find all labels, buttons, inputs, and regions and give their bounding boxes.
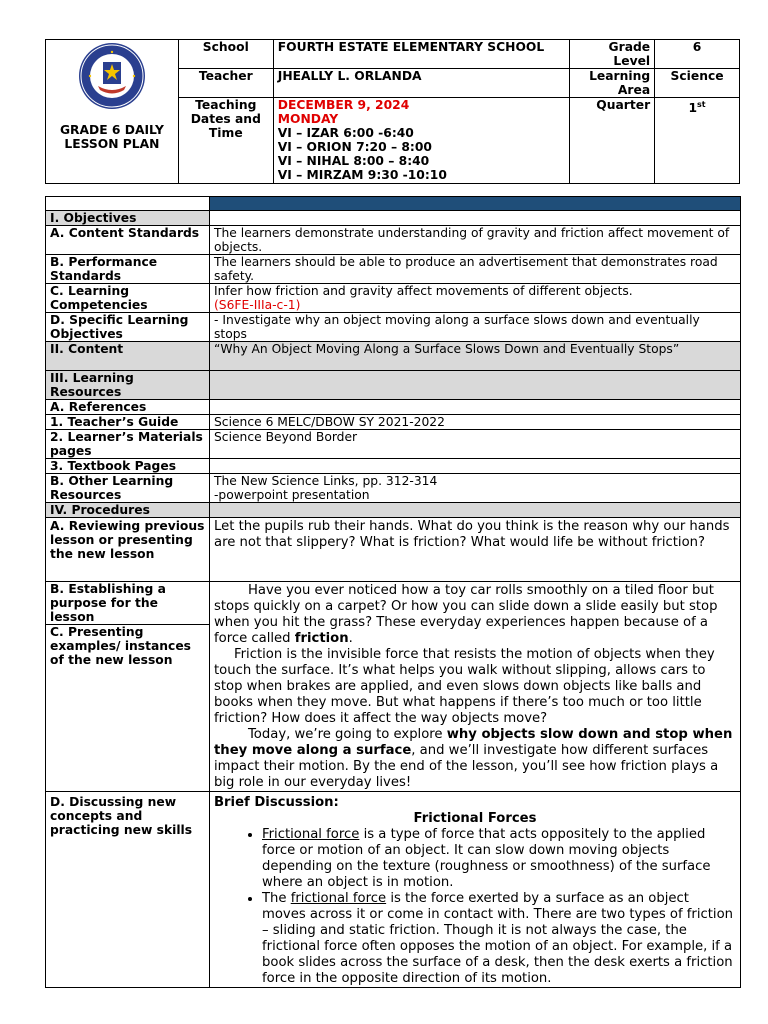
- purpose-label: B. Establishing a purpose for the lesson: [46, 582, 209, 625]
- content-standards-text: The learners demonstrate understanding of gravity and friction affect movement of objects.: [210, 226, 741, 255]
- school-value: FOURTH ESTATE ELEMENTARY SCHOOL: [273, 40, 569, 69]
- teachers-guide-label: 1. Teacher’s Guide: [46, 415, 210, 430]
- table-row: [46, 582, 741, 792]
- teachers-guide-text: Science 6 MELC/DBOW SY 2021-2022: [210, 415, 741, 430]
- competencies-body: Infer how friction and gravity affect movements of different objects.: [214, 284, 633, 298]
- purpose-text: [210, 582, 741, 792]
- specific-objectives-label: D. Specific Learning Objectives: [46, 313, 210, 342]
- purpose-examples-labels: [46, 582, 210, 792]
- table-row: [46, 211, 741, 226]
- learners-materials-text: Science Beyond Border: [210, 430, 741, 459]
- p3-end: , and we’ll investigate how different surfaces impact their motion. By the end of the lesson, you’ll see how friction plays a big role in our everyday lives!: [214, 743, 719, 790]
- day-text: MONDAY: [277, 112, 339, 126]
- table-row: [46, 226, 741, 255]
- table-row: [46, 255, 741, 284]
- specific-objectives-text: - Investigate why an object moving along a surface slows down and eventually stops: [210, 313, 741, 342]
- teacher-value: JHEALLY L. ORLANDA: [273, 69, 569, 98]
- school-label: School: [178, 40, 273, 69]
- frictional-forces-title: Frictional Forces: [413, 811, 537, 826]
- table-row: [46, 371, 741, 400]
- schedule-4: VI – MIRZAM 9:30 -10:10: [277, 168, 447, 182]
- table-row: [46, 792, 741, 988]
- competency-code: (S6FE-IIIa-c-1): [214, 298, 301, 312]
- list-item: [262, 827, 736, 891]
- logo-caption: GRADE 6 DAILY LESSON PLAN: [59, 123, 164, 151]
- table-header-bar: [46, 197, 741, 211]
- content-label: II. Content: [46, 342, 210, 371]
- references-label: A. References: [46, 400, 210, 415]
- textbook-pages-label: 3. Textbook Pages: [46, 459, 210, 474]
- performance-standards-label: B. Performance Standards: [46, 255, 210, 284]
- list-item: [262, 891, 736, 987]
- grade-label: Grade Level: [570, 40, 655, 69]
- quarter-value: [655, 98, 740, 184]
- discuss-text: [210, 792, 741, 988]
- competencies-text: [210, 284, 741, 313]
- grade-value: 6: [655, 40, 740, 69]
- b2-start: The: [262, 891, 291, 906]
- procedures-heading: IV. Procedures: [46, 503, 210, 518]
- date-text: DECEMBER 9, 2024: [277, 98, 410, 112]
- discussion-list: [214, 827, 736, 987]
- b2-underline: frictional force: [290, 891, 387, 906]
- b1-text: is a type of force that acts oppositely to the applied force or motion of an object. It can slow down moving objects depending on the texture (roughness or smoothness) of the surface where an object is in motion.: [262, 827, 711, 890]
- objectives-heading: I. Objectives: [46, 211, 210, 226]
- table-row: [46, 415, 741, 430]
- quarter-number: 1: [688, 101, 698, 116]
- content-text: “Why An Object Moving Along a Surface Slows Down and Eventually Stops”: [210, 342, 741, 371]
- content-standards-label: A. Content Standards: [46, 226, 210, 255]
- table-row: [46, 518, 741, 582]
- table-row: [46, 474, 741, 503]
- competencies-label: C. Learning Competencies: [46, 284, 210, 313]
- header-table: [45, 39, 740, 184]
- other-resources-text: [210, 474, 741, 503]
- dates-value: [273, 98, 569, 184]
- table-row: [46, 400, 741, 415]
- p3-text: Today, we’re going to explore: [248, 727, 447, 742]
- dates-label: Teaching Dates and Time: [178, 98, 273, 184]
- p3-bold: why objects slow down and stop when they move along a surface: [214, 727, 733, 758]
- other-resources-label: B. Other Learning Resources: [46, 474, 210, 503]
- discuss-label: D. Discussing new concepts and practicing new skills: [46, 792, 210, 988]
- b2-text: is the force exerted by a surface as an object moves across it or come in contact with. There are two types of friction – sliding and static friction. Though it is not always the case, the frictional force often opposes the motion of an object. For example, if a book slides across the surface of a desk, then the desk exerts a friction force in the opposite direction of its motion.: [262, 891, 734, 986]
- other-resource-1: The New Science Links, pp. 312-314: [214, 474, 438, 488]
- lesson-plan-table: [45, 196, 741, 988]
- learners-materials-label: 2. Learner’s Materials pages: [46, 430, 210, 459]
- p1-end: .: [348, 631, 353, 646]
- table-row: [46, 430, 741, 459]
- schedule-3: VI – NIHAL 8:00 – 8:40: [277, 154, 430, 168]
- table-row: [46, 503, 741, 518]
- brief-discussion-heading: Brief Discussion:: [214, 795, 339, 810]
- teacher-label: Teacher: [178, 69, 273, 98]
- deped-seal-icon: [78, 42, 146, 110]
- performance-standards-text: The learners should be able to produce an advertisement that demonstrates road safety.: [210, 255, 741, 284]
- table-row: [46, 459, 741, 474]
- table-row: [46, 284, 741, 313]
- p1-bold: friction: [294, 631, 349, 646]
- quarter-suffix: st: [697, 100, 706, 109]
- table-row: [46, 342, 741, 371]
- review-label: A. Reviewing previous lesson or presenting the new lesson: [46, 518, 210, 582]
- schedule-2: VI – ORION 7:20 – 8:00: [277, 140, 432, 154]
- area-value: Science: [655, 69, 740, 98]
- examples-label: C. Presenting examples/ instances of the new lesson: [50, 625, 191, 667]
- table-row: [46, 313, 741, 342]
- other-resource-2: -powerpoint presentation: [214, 488, 370, 502]
- quarter-label: Quarter: [570, 98, 655, 184]
- logo-cell: [46, 40, 179, 184]
- p1-text: Have you ever noticed how a toy car rolls smoothly on a tiled floor but stops quickly on a carpet? Or how you can slide down a slide easily but stop when you hit the grass? These everyday experiences happen because of a force called: [214, 583, 718, 646]
- b1-underline: Frictional force: [262, 827, 360, 842]
- resources-heading: III. Learning Resources: [46, 371, 210, 400]
- schedule-1: VI – IZAR 6:00 -6:40: [277, 126, 414, 140]
- p2-text: Friction is the invisible force that resists the motion of objects when they touch the surface. It’s what helps you walk without slipping, allows cars to stop when brakes are applied, and even slows down objects like balls and books when they move. But what happens if there’s too much or too little friction? How does it affect the way objects move?: [214, 647, 715, 726]
- review-text: Let the pupils rub their hands. What do you think is the reason why our hands are not that slippery? What is friction? What would life be without friction?: [210, 518, 741, 582]
- area-label: Learning Area: [570, 69, 655, 98]
